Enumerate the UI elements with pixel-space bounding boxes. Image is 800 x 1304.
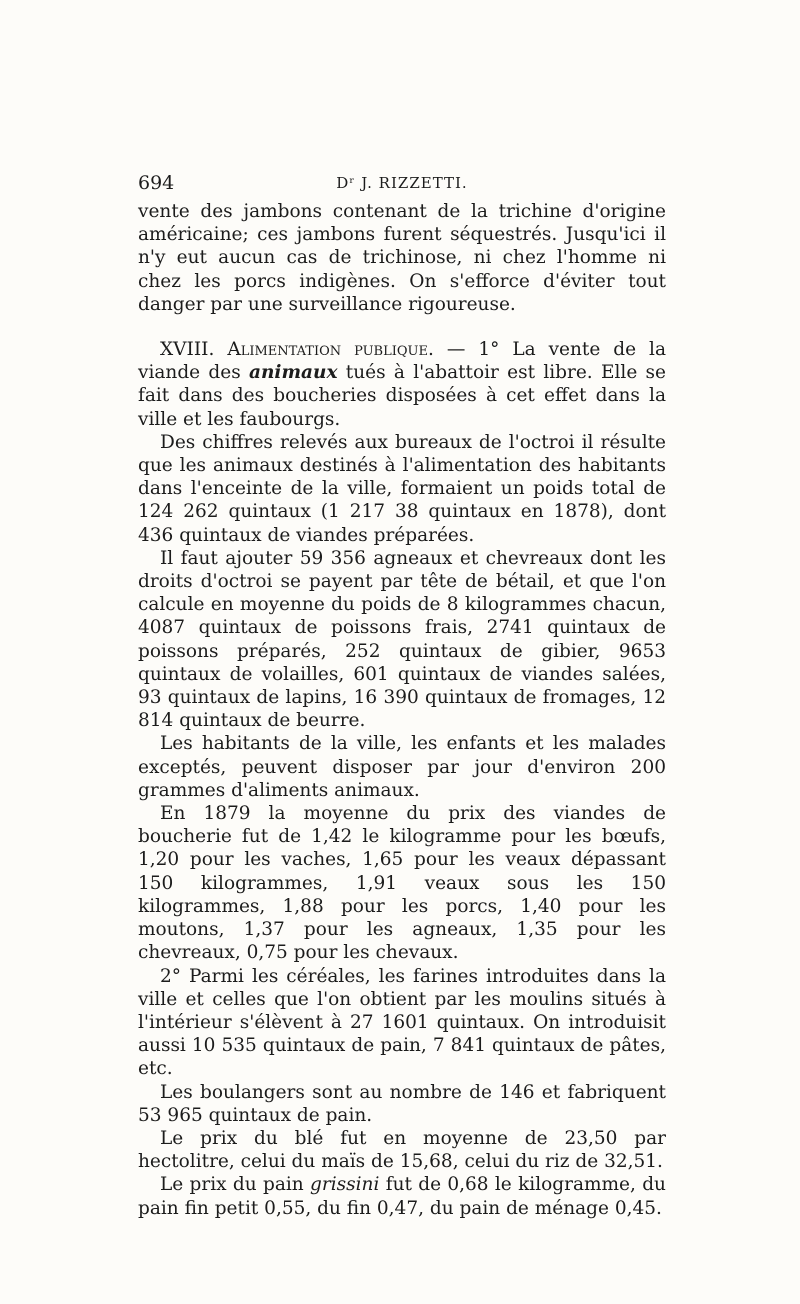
page-number: 694: [138, 172, 175, 194]
paragraph-daily-ration: Les habitants de la ville, les enfants et les malades exceptés, peuvent disposer par jour d'environ 200 grammes d'aliments animaux.: [138, 733, 666, 801]
section-numeral: XVIII.: [160, 339, 215, 361]
paragraph-meat-prices: En 1879 la moyenne du prix des viandes de boucherie fut de 1,42 le kilogramme pour les bœufs, 1,20 pour les vaches, 1,65 pour les veaux dépassant 150 kilogrammes, 1,91 veaux sous les 150 kilogrammes, 1,88 pour les porcs, 1,40 pour les moutons, 1,37 pour les agneaux, 1,35 pour les chevreaux, 0,75 pour les chevaux.: [138, 803, 666, 964]
section-xviii-paragraph: [138, 338, 666, 431]
paragraph-grain-prices: Le prix du blé fut en moyenne de 23,50 par hectolitre, celui du maïs de 15,68, celui du riz de 32,51.: [138, 1127, 666, 1173]
paragraph-cereals: 2° Parmi les céréales, les farines introduites dans la ville et celles que l'on obtient par les moulins situés à l'intérieur s'élèvent à 27 1601 quintaux. On introduisit aussi 10 535 quintaux de pain, 7 841 quintaux de pâtes, etc.: [138, 965, 666, 1080]
section-rest-text: tués à l'abattoir est libre. Elle se fait dans des boucheries disposées à cet effet dans la ville et les faubourgs.: [138, 362, 667, 430]
page-header: [138, 172, 666, 198]
running-head: Dʳ J. RIZZETTI.: [336, 174, 468, 192]
emphasis-animaux: animaux: [248, 362, 338, 384]
section-title: Alimentation publique.: [227, 339, 434, 361]
paragraph-bread-prices: [138, 1173, 666, 1219]
paragraph-octroi: Des chiffres relevés aux bureaux de l'octroi il résulte que les animaux destinés à l'alimentation des habitants dans l'enceinte de la ville, formaient un poids total de 124 262 quintaux (1 217 38 quintaux en 1878), dont 436 quintaux de viandes préparées.: [138, 431, 666, 546]
paragraph-continuation: vente des jambons contenant de la trichine d'origine américaine; ces jambons furent séquestrés. Jusqu'ici il n'y eut aucun cas de trichinose, ni chez l'homme ni chez les porcs indigènes. On s'efforce d'éviter tout danger par une surveillance rigoureuse.: [138, 201, 666, 315]
page-body: [138, 200, 666, 1220]
bread-text-after: fut de 0,68 le kilogramme, du pain fin petit 0,55, du fin 0,47, du pain de ménage 0,45.: [138, 1174, 666, 1219]
paragraph-bakers: Les boulangers sont au nombre de 146 et fabriquent 53 965 quintaux de pain.: [138, 1081, 666, 1126]
emphasis-grissini: grissini: [310, 1174, 380, 1196]
section-lead-text: — 1° La vente de la viande des: [138, 339, 666, 384]
bread-text-before: Le prix du pain: [160, 1174, 311, 1196]
paragraph-supplements: Il faut ajouter 59 356 agneaux et chevreaux dont les droits d'octroi se payent par tête de bétail, et que l'on calcule en moyenne du poids de 8 kilogrammes chacun, 4087 quintaux de poissons frais, 2741 quintaux de poissons préparés, 252 quintaux de gibier, 9653 quintaux de volailles, 601 quintaux de viandes salées, 93 quintaux de lapins, 16 390 quintaux de fromages, 12 814 quintaux de beurre.: [138, 547, 666, 732]
